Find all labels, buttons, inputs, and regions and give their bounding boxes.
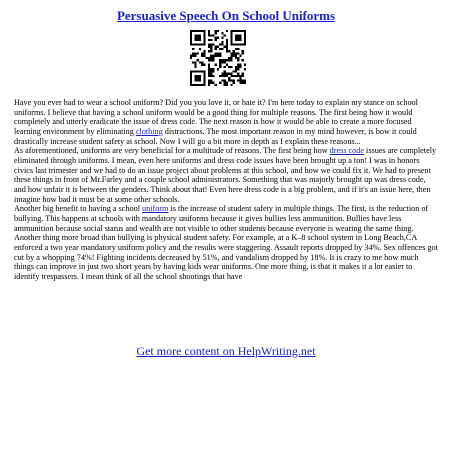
paragraph-text: is the increase of student safety in multiple things. The first, is the reduction of bullying. This happens at schools with mandatory uniforms because it gives bullies less ammunition. Bullies have less ammunition because social status and wealth are not visible to other students because everyone is wearing the same thing. Another thing more broad than bullying is physical student safety. For example, at a K–8 school system in Long Beach,CA enforced a two year mandatory uniform policy and the results were staggering. Assault reports dropped by 34%. Sex offences got cut by a whopping 74%! Fighting incidents decreased by 51%, and vandalism dropped by 18%. It is crazy to me how much things can improve in just two short years by having kids wear uniforms. One more thing, is that it makes it a lot easier to identify trespassers. I mean think of all the school shootings that have	[14, 204, 438, 281]
paragraph-text: issues are completely eliminated through uniforms. I mean, even here uniforms and dress code issues have been brought up a ton! I was in honors civics last trimester and we had to do an issue project about problems at this school, and how we could fix it. We had to present these things in front of Mr.Farley and a couple school administrators. Something that was majorly brought up was dress code, and how unfair it is between the genders. Think about that! Even here dress code is a big problem, and if it's an issue here, then imagine how bad it must be at some other schools.	[14, 146, 437, 204]
paragraph-text: distractions. The most important reason in my mind however, is how it could drastically increase student safety at school. Now I will go a bit more in depth as I explain these reasons...	[14, 126, 417, 146]
paragraph-text: Another big benefit to having a school	[14, 204, 143, 214]
document-body	[14, 98, 438, 281]
paragraph	[14, 146, 438, 204]
qr-code-icon	[190, 30, 246, 86]
document-title[interactable]: Persuasive Speech On School Uniforms	[116, 8, 336, 23]
footer-link[interactable]: Get more content on HelpWriting.net	[136, 344, 316, 358]
paragraph-text: As aforementioned, uniforms are very beneficial for a multitude of reasons. The first being how	[14, 146, 330, 156]
paragraph	[14, 204, 438, 281]
paragraph	[14, 98, 438, 146]
inline-link[interactable]: dress code	[329, 146, 364, 156]
inline-link[interactable]: clothing	[135, 126, 163, 136]
inline-link[interactable]: uniform	[142, 204, 169, 214]
paragraph-text: Have you ever had to wear a school uniform? Did you you love it, or hate it? I'm here today to explain my stance on school uniforms. I believe that having a school uniform would be a good thing for multiple reasons. The first being how it would completely and utterly eradicate the issue of dress code. The next reason is how it would be able to create a more focused learning environment by eliminating	[14, 98, 418, 136]
